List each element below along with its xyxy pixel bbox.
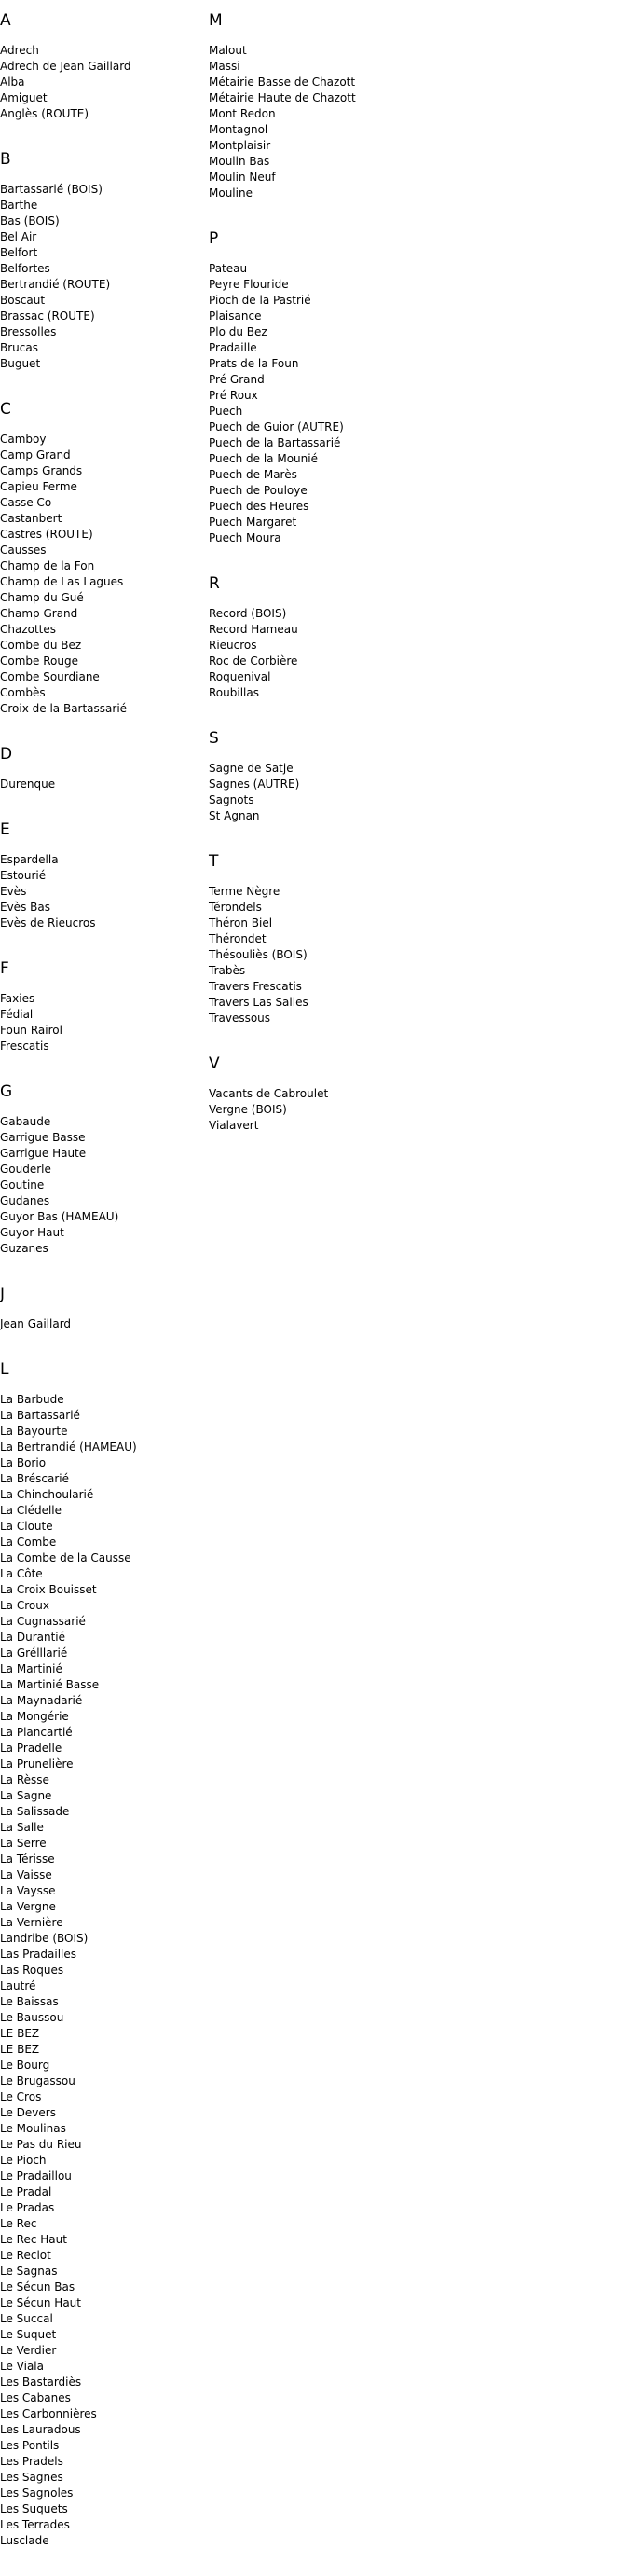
letter-group-l: [0, 1359, 200, 2549]
place-link-brucas[interactable]: Brucas: [0, 341, 38, 354]
letter-heading-r: R: [209, 574, 220, 593]
letter-heading-t: T: [209, 852, 219, 871]
place-link-bel-air[interactable]: Bel Air: [0, 230, 37, 243]
place-link-casse-co[interactable]: Casse Co: [0, 496, 52, 509]
place-link-le-pradal[interactable]: Le Pradal: [0, 2185, 52, 2198]
place-link-mouline[interactable]: Mouline: [209, 186, 253, 200]
place-link-puech-de-pouloye[interactable]: Puech de Pouloye: [209, 484, 308, 497]
place-link-pradaille[interactable]: Pradaille: [209, 341, 257, 354]
place-link-angles-route[interactable]: Anglès (ROUTE): [0, 107, 89, 120]
place-link-brassac-route[interactable]: Brassac (ROUTE): [0, 310, 95, 323]
place-link-la-sagne[interactable]: La Sagne: [0, 1789, 52, 1802]
place-link-la-vaysse[interactable]: La Vaysse: [0, 1884, 56, 1897]
place-link-la-maynadarie[interactable]: La Maynadarié: [0, 1694, 83, 1707]
place-link-croix-de-la-bartassarie[interactable]: Croix de la Bartassarié: [0, 702, 128, 715]
letter-group-g: [0, 1081, 200, 1257]
place-link-la-bertrandie-hameau[interactable]: La Bertrandié (HAMEAU): [0, 1440, 137, 1453]
place-link-garrigue-haute[interactable]: Garrigue Haute: [0, 1147, 87, 1160]
place-link-le-rec[interactable]: Le Rec: [0, 2217, 37, 2230]
letter-heading-a: A: [0, 11, 11, 30]
place-link-la-vaisse[interactable]: La Vaisse: [0, 1868, 52, 1881]
letter-heading-m: M: [209, 11, 223, 30]
place-link-la-grelllarie[interactable]: La Grélllarié: [0, 1646, 68, 1660]
letter-heading-p: P: [209, 229, 219, 248]
place-link-la-vergne[interactable]: La Vergne: [0, 1900, 56, 1913]
place-link-les-suquets[interactable]: Les Suquets: [0, 2502, 68, 2515]
place-link-metairie-haute-de-chazott[interactable]: Métairie Haute de Chazott: [209, 91, 356, 104]
place-link-faxies[interactable]: Faxies: [0, 992, 35, 1005]
place-link-le-secun-haut[interactable]: Le Sécun Haut: [0, 2296, 81, 2309]
place-link-la-plancartie[interactable]: La Plancartié: [0, 1726, 73, 1739]
place-link-record-hameau[interactable]: Record Hameau: [209, 623, 298, 636]
letter-group-v: [209, 1054, 409, 1134]
place-link-bressolles[interactable]: Bressolles: [0, 325, 57, 338]
place-link-foun-rairol[interactable]: Foun Rairol: [0, 1024, 62, 1037]
place-link-les-pontils[interactable]: Les Pontils: [0, 2439, 60, 2452]
place-link-le-suquet[interactable]: Le Suquet: [0, 2328, 57, 2341]
place-link-champ-grand[interactable]: Champ Grand: [0, 607, 78, 620]
place-link-roubillas[interactable]: Roubillas: [209, 686, 259, 699]
place-link-le-sagnas[interactable]: Le Sagnas: [0, 2265, 58, 2278]
place-link-le-baissas[interactable]: Le Baissas: [0, 1995, 59, 2008]
place-link-combe-rouge[interactable]: Combe Rouge: [0, 654, 78, 668]
place-link-alba[interactable]: Alba: [0, 76, 25, 89]
place-link-les-lauradous[interactable]: Les Lauradous: [0, 2423, 81, 2436]
place-link-eves-bas[interactable]: Evès Bas: [0, 901, 50, 914]
place-link-la-cloute[interactable]: La Cloute: [0, 1520, 53, 1533]
place-link-le-pioch[interactable]: Le Pioch: [0, 2154, 47, 2167]
place-link-la-croix-bouisset[interactable]: La Croix Bouisset: [0, 1583, 97, 1596]
place-link-puech-moura[interactable]: Puech Moura: [209, 531, 281, 544]
place-link-barthe[interactable]: Barthe: [0, 199, 38, 212]
place-link-champ-de-las-lagues[interactable]: Champ de Las Lagues: [0, 575, 124, 588]
letter-group-b: [0, 149, 200, 372]
place-link-bertrandie-route[interactable]: Bertrandié (ROUTE): [0, 278, 111, 291]
place-link-le-bez[interactable]: LE BEZ: [0, 2027, 40, 2040]
place-link-jean-gaillard[interactable]: Jean Gaillard: [0, 1317, 72, 1330]
place-link-la-salle[interactable]: La Salle: [0, 1821, 44, 1834]
letter-heading-l: L: [0, 1360, 9, 1379]
place-link-la-salissade[interactable]: La Salissade: [0, 1805, 70, 1818]
letter-heading-j: J: [0, 1285, 6, 1303]
place-link-les-pradels[interactable]: Les Pradels: [0, 2455, 63, 2468]
place-link-las-pradailles[interactable]: Las Pradailles: [0, 1948, 77, 1961]
place-link-massi[interactable]: Massi: [209, 60, 240, 73]
letter-group-t: [209, 851, 409, 1026]
place-link-chazottes[interactable]: Chazottes: [0, 623, 57, 636]
place-link-la-pruneliere[interactable]: La Prunelière: [0, 1757, 74, 1770]
place-link-montplaisir[interactable]: Montplaisir: [209, 139, 271, 152]
place-link-la-cugnassarie[interactable]: La Cugnassarié: [0, 1615, 86, 1628]
place-link-la-resse[interactable]: La Rèsse: [0, 1773, 49, 1786]
place-link-la-terisse[interactable]: La Térisse: [0, 1853, 55, 1866]
place-link-peyre-flouride[interactable]: Peyre Flouride: [209, 278, 289, 291]
letter-group-j: [0, 1284, 200, 1332]
place-link-champ-du-gue[interactable]: Champ du Gué: [0, 591, 84, 604]
place-link-les-sagnes[interactable]: Les Sagnes: [0, 2471, 63, 2484]
place-link-la-verniere[interactable]: La Vernière: [0, 1916, 63, 1929]
place-link-durenque[interactable]: Durenque: [0, 778, 56, 791]
place-link-puech-margaret[interactable]: Puech Margaret: [209, 516, 297, 529]
place-link-le-pradaillou[interactable]: Le Pradaillou: [0, 2170, 72, 2183]
place-link-la-croux[interactable]: La Croux: [0, 1599, 49, 1612]
place-link-castanbert[interactable]: Castanbert: [0, 512, 62, 525]
place-link-la-bartassarie[interactable]: La Bartassarié: [0, 1409, 80, 1422]
place-link-pre-roux[interactable]: Pré Roux: [209, 389, 258, 402]
place-link-rieucros[interactable]: Rieucros: [209, 639, 257, 652]
place-link-les-sagnoles[interactable]: Les Sagnoles: [0, 2486, 74, 2500]
place-link-les-bastardies[interactable]: Les Bastardiès: [0, 2376, 82, 2389]
place-link-montagnol[interactable]: Montagnol: [209, 123, 268, 136]
place-link-les-terrades[interactable]: Les Terrades: [0, 2518, 70, 2531]
place-link-puech-des-heures[interactable]: Puech des Heures: [209, 500, 309, 513]
place-link-le-rec-haut[interactable]: Le Rec Haut: [0, 2233, 67, 2246]
place-link-gudanes[interactable]: Gudanes: [0, 1194, 50, 1207]
place-link-st-agnan[interactable]: St Agnan: [209, 809, 260, 822]
place-link-belfort[interactable]: Belfort: [0, 246, 38, 259]
place-link-adrech[interactable]: Adrech: [0, 44, 39, 57]
place-link-la-martinie[interactable]: La Martinié: [0, 1662, 62, 1675]
place-link-goutine[interactable]: Goutine: [0, 1178, 45, 1192]
place-link-le-verdier[interactable]: Le Verdier: [0, 2344, 57, 2357]
place-link-le-bourg[interactable]: Le Bourg: [0, 2059, 50, 2072]
place-link-capieu-ferme[interactable]: Capieu Ferme: [0, 480, 77, 493]
place-link-estourie[interactable]: Estourié: [0, 869, 47, 882]
letter-group-d: [0, 744, 200, 792]
place-link-vialavert[interactable]: Vialavert: [209, 1119, 259, 1132]
letter-heading-v: V: [209, 1054, 220, 1073]
place-link-theron-biel[interactable]: Théron Biel: [209, 916, 273, 930]
letter-group-c: [0, 399, 200, 717]
place-link-la-combe[interactable]: La Combe: [0, 1536, 57, 1549]
place-link-fedial[interactable]: Fédial: [0, 1008, 34, 1021]
place-link-moulin-neuf[interactable]: Moulin Neuf: [209, 171, 276, 184]
place-link-guzanes[interactable]: Guzanes: [0, 1242, 48, 1255]
index-column-right: [209, 10, 409, 1161]
place-link-plo-du-bez[interactable]: Plo du Bez: [209, 325, 267, 338]
place-link-las-roques[interactable]: Las Roques: [0, 1963, 64, 1977]
place-link-roc-de-corbiere[interactable]: Roc de Corbière: [209, 654, 298, 668]
place-link-combes[interactable]: Combès: [0, 686, 46, 699]
place-link-landribe-bois[interactable]: Landribe (BOIS): [0, 1932, 89, 1945]
letter-group-f: [0, 958, 200, 1054]
place-link-la-brescarie[interactable]: La Bréscarié: [0, 1472, 69, 1485]
place-link-la-barbude[interactable]: La Barbude: [0, 1393, 64, 1406]
place-link-combe-du-bez[interactable]: Combe du Bez: [0, 639, 82, 652]
place-link-buguet[interactable]: Buguet: [0, 357, 41, 370]
place-link-therondet[interactable]: Thérondet: [209, 932, 267, 945]
place-link-le-devers[interactable]: Le Devers: [0, 2106, 56, 2119]
place-link-pioch-de-la-pastrie[interactable]: Pioch de la Pastrié: [209, 294, 311, 307]
letter-group-r: [209, 573, 409, 701]
place-link-lusclade[interactable]: Lusclade: [0, 2534, 49, 2547]
place-link-gabaude[interactable]: Gabaude: [0, 1115, 51, 1128]
letter-heading-s: S: [209, 729, 219, 748]
place-link-terme-negre[interactable]: Terme Nègre: [209, 885, 280, 898]
place-link-malout[interactable]: Malout: [209, 44, 247, 57]
place-link-le-viala[interactable]: Le Viala: [0, 2360, 44, 2373]
place-link-record-bois[interactable]: Record (BOIS): [209, 607, 287, 620]
place-link-guyor-bas-hameau[interactable]: Guyor Bas (HAMEAU): [0, 1210, 119, 1223]
place-link-travers-frescatis[interactable]: Travers Frescatis: [209, 980, 302, 993]
letter-group-a: [0, 10, 200, 122]
letter-heading-c: C: [0, 400, 11, 419]
place-link-le-bez[interactable]: LE BEZ: [0, 2043, 40, 2056]
place-link-amiguet[interactable]: Amiguet: [0, 91, 48, 104]
place-link-puech-de-la-mounie[interactable]: Puech de la Mounié: [209, 452, 318, 465]
place-link-les-cabanes[interactable]: Les Cabanes: [0, 2391, 71, 2404]
place-link-la-bayourte[interactable]: La Bayourte: [0, 1425, 68, 1438]
place-link-castres-route[interactable]: Castres (ROUTE): [0, 528, 93, 541]
place-link-lautre[interactable]: Lautré: [0, 1979, 36, 1992]
index-column-left: [0, 10, 200, 2576]
place-link-le-pas-du-rieu[interactable]: Le Pas du Rieu: [0, 2138, 82, 2151]
place-link-camps-grands[interactable]: Camps Grands: [0, 464, 83, 477]
place-link-la-mongerie[interactable]: La Mongérie: [0, 1710, 69, 1723]
place-link-le-secun-bas[interactable]: Le Sécun Bas: [0, 2280, 75, 2294]
place-link-guyor-haut[interactable]: Guyor Haut: [0, 1226, 64, 1239]
letter-heading-g: G: [0, 1082, 13, 1101]
place-link-sagnes-autre[interactable]: Sagnes (AUTRE): [209, 778, 300, 791]
place-link-camboy[interactable]: Camboy: [0, 433, 47, 446]
place-link-vacants-de-cabroulet[interactable]: Vacants de Cabroulet: [209, 1087, 329, 1100]
place-link-pre-grand[interactable]: Pré Grand: [209, 373, 265, 386]
place-link-puech-de-la-bartassarie[interactable]: Puech de la Bartassarié: [209, 436, 341, 449]
letter-group-e: [0, 820, 200, 931]
place-link-pateau[interactable]: Pateau: [209, 262, 248, 275]
place-link-la-chinchoularie[interactable]: La Chinchoularié: [0, 1488, 94, 1501]
place-link-vergne-bois[interactable]: Vergne (BOIS): [209, 1103, 287, 1116]
letter-group-m: [209, 10, 409, 201]
place-link-le-moulinas[interactable]: Le Moulinas: [0, 2122, 66, 2135]
place-link-bas-bois[interactable]: Bas (BOIS): [0, 214, 60, 227]
place-link-thesoulies-bois[interactable]: Thésouliès (BOIS): [209, 948, 308, 961]
place-link-puech-de-mares[interactable]: Puech de Marès: [209, 468, 297, 481]
place-link-les-carbonnieres[interactable]: Les Carbonnières: [0, 2407, 97, 2420]
place-link-camp-grand[interactable]: Camp Grand: [0, 448, 71, 461]
place-link-frescatis[interactable]: Frescatis: [0, 1040, 49, 1053]
place-link-causses[interactable]: Causses: [0, 544, 47, 557]
place-link-eves[interactable]: Evès: [0, 885, 27, 898]
place-link-la-durantie[interactable]: La Durantié: [0, 1631, 66, 1644]
place-link-mont-redon[interactable]: Mont Redon: [209, 107, 276, 120]
place-link-garrigue-basse[interactable]: Garrigue Basse: [0, 1131, 86, 1144]
place-link-le-reclot[interactable]: Le Reclot: [0, 2249, 51, 2262]
place-link-puech[interactable]: Puech: [209, 405, 243, 418]
place-link-metairie-basse-de-chazott[interactable]: Métairie Basse de Chazott: [209, 76, 356, 89]
letter-heading-f: F: [0, 959, 9, 978]
place-link-plaisance[interactable]: Plaisance: [209, 310, 262, 323]
letter-heading-e: E: [0, 820, 10, 839]
place-link-sagne-de-satje[interactable]: Sagne de Satje: [209, 762, 294, 775]
letter-group-p: [209, 228, 409, 546]
place-link-la-cledelle[interactable]: La Clédelle: [0, 1504, 62, 1517]
place-link-espardella[interactable]: Espardella: [0, 853, 59, 866]
place-link-puech-de-guior-autre[interactable]: Puech de Guior (AUTRE): [209, 420, 344, 434]
place-link-la-borio[interactable]: La Borio: [0, 1456, 47, 1469]
place-link-le-pradas[interactable]: Le Pradas: [0, 2201, 55, 2214]
place-link-adrech-de-jean-gaillard[interactable]: Adrech de Jean Gaillard: [0, 60, 131, 73]
place-link-combe-sourdiane[interactable]: Combe Sourdiane: [0, 670, 100, 683]
place-link-terondels[interactable]: Térondels: [209, 901, 262, 914]
place-link-champ-de-la-fon[interactable]: Champ de la Fon: [0, 559, 95, 572]
place-link-gouderle[interactable]: Gouderle: [0, 1163, 51, 1176]
letter-heading-b: B: [0, 150, 11, 169]
place-link-travessous[interactable]: Travessous: [209, 1012, 271, 1025]
place-link-moulin-bas[interactable]: Moulin Bas: [209, 155, 270, 168]
place-link-roquenival[interactable]: Roquenival: [209, 670, 271, 683]
place-link-trabes[interactable]: Trabès: [209, 964, 246, 977]
place-link-la-pradelle[interactable]: La Pradelle: [0, 1742, 62, 1755]
place-link-le-baussou[interactable]: Le Baussou: [0, 2011, 64, 2024]
place-link-le-brugassou[interactable]: Le Brugassou: [0, 2074, 75, 2087]
place-link-prats-de-la-foun[interactable]: Prats de la Foun: [209, 357, 299, 370]
place-link-la-serre[interactable]: La Serre: [0, 1837, 47, 1850]
place-link-la-cote[interactable]: La Côte: [0, 1567, 43, 1580]
place-link-le-succal[interactable]: Le Succal: [0, 2312, 53, 2325]
place-link-eves-de-rieucros[interactable]: Evès de Rieucros: [0, 916, 96, 930]
place-link-sagnots[interactable]: Sagnots: [209, 793, 254, 806]
place-link-travers-las-salles[interactable]: Travers Las Salles: [209, 996, 308, 1009]
place-link-le-cros[interactable]: Le Cros: [0, 2090, 42, 2103]
letter-group-s: [209, 728, 409, 824]
place-link-boscaut[interactable]: Boscaut: [0, 294, 46, 307]
place-link-bartassarie-bois[interactable]: Bartassarié (BOIS): [0, 183, 103, 196]
letter-heading-d: D: [0, 745, 13, 764]
place-link-belfortes[interactable]: Belfortes: [0, 262, 50, 275]
place-link-la-combe-de-la-causse[interactable]: La Combe de la Causse: [0, 1551, 131, 1564]
place-link-la-martinie-basse[interactable]: La Martinié Basse: [0, 1678, 100, 1691]
